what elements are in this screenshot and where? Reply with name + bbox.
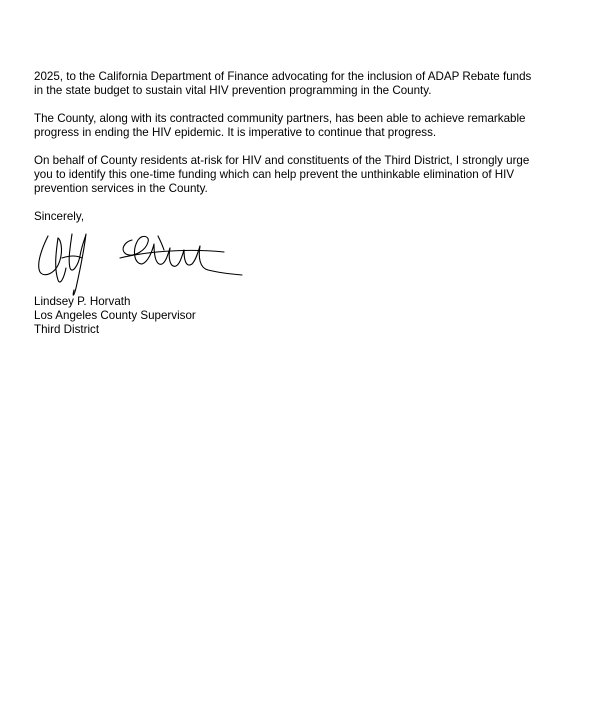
paragraph-line: The County, along with its contracted community partners, has been able to achieve remarkable — [34, 112, 526, 125]
paragraph-line: On behalf of County residents at-risk for HIV and constituents of the Third District, I strongly urge — [34, 154, 530, 167]
paragraph-progress — [34, 112, 574, 140]
paragraph-line: you to identify this one-time funding which can help prevent the unthinkable elimination of HIV — [34, 168, 515, 181]
signer-title: Los Angeles County Supervisor — [34, 309, 196, 323]
signer-name: Lindsey P. Horvath — [34, 295, 131, 308]
paragraph-line: 2025, to the California Department of Finance advocating for the inclusion of ADAP Rebate funds — [34, 70, 532, 83]
signature-block — [34, 295, 196, 338]
handwritten-signature — [34, 228, 244, 298]
signer-district: Third District — [34, 323, 100, 337]
paragraph-line: prevention services in the County. — [34, 182, 208, 195]
paragraph-line: progress in ending the HIV epidemic. It is imperative to continue that progress. — [34, 126, 437, 139]
paragraph-urge — [34, 154, 574, 196]
paragraph-line: in the state budget to sustain vital HIV prevention programming in the County. — [34, 84, 432, 97]
paragraph-funding-request — [34, 70, 574, 98]
closing-salutation: Sincerely, — [34, 210, 85, 223]
